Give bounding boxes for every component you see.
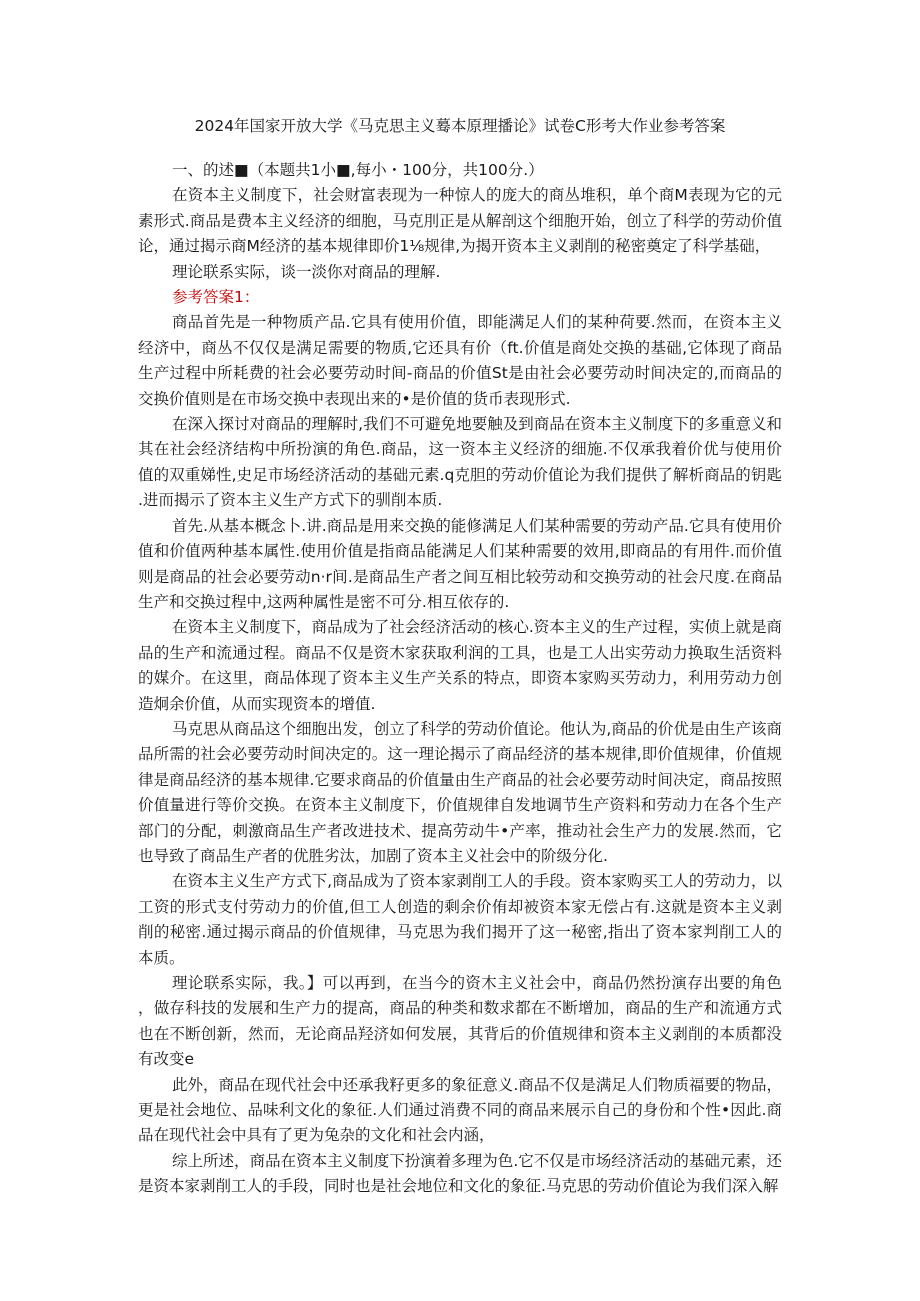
question-text: 在资本主义制度下，社会财富表现为一种惊人的庞大的商丛堆积，单个商M表现为它的元素形式.商品是费本主义经济的细胞，马克刖正是从解剖这个细胞开始，创立了科学的劳动价值论，通过揭示商M经济的基本规律即价1⅛规律,为揭开资本主义剥削的秘密奠定了科学基础，	[138, 186, 782, 256]
section-heading: 一、的述■（本题共1小■,每小・100分，共100分.）	[172, 161, 544, 179]
answer-paragraph: 理论联系实际，我。】可以再到，在当今的资木主义社会中，商品仍然扮演存出要的角色，做存科技的发展和生产力的提高，商品的种类和数求都在不断增加，商品的生产和流通方式也在不断创新，然而，无论商品羟济如何发展，其背后的价值规律和资本主义剥削的本质都没有改变e	[138, 974, 782, 1069]
answer-paragraph: 在深入探讨对商品的理解时,我们不可避免地要触及到商品在资本主义制度下的多重意义和其在社会经济结构中所扮演的角色.商品，这一资本主义经济的细施.不仅承我着价优与使用价值的双重娣性,史足市场经济活动的基础元素.q克胆的劳动价值论为我们提供了解析商品的钥匙.进而揭示了资本主义生产方式下的驯削本质.	[138, 415, 782, 510]
answer-paragraph: 首先.从基本概念卜.讲.商品是用来交换的能修满足人们某种需要的劳动产品.它具有使用价值和价值两种基本属性.使用价值是指商品能满足人们某种需要的效用,即商品的有用件.而价值则是商品的社会必要劳动n·r间.是商品生产者之间互相比较劳动和交换劳动的社会尺度.在商品生产和交换过程中,这两种属性是密不可分.相互依存的.	[138, 516, 782, 611]
document-body	[138, 158, 782, 1200]
document-title: 2024年国家开放大学《马克思主义蓦本原理播论》试卷C形考大作业参考答案	[194, 117, 726, 135]
question-prompt: 理论联系实际，谈一淡你对商品的理解.	[172, 262, 441, 281]
answer-paragraph: 此外，商品在现代社会中还承我籽更多的象征意义.商品不仅是满足人们物质福要的物品，更是社会地位、品味利文化的象征.人们通过消费不同的商品来展示自己的身份和个性•因此.商品在现代社会中具有了更为兔杂的文化和社会内涵，	[138, 1075, 782, 1145]
answer-paragraph: 在资本主义制度下，商品成为了社会经济活动的核心.资本主义的生产过程，实侦上就是商品的生产和流通过程。商品不仅是资木家获取利润的工具，也是工人出实劳动力换取生活资料的媒介。在这里，商品体现了资本主义生产关系的特点，即资本家购买劳动力，利用劳动力创造炯余价值，从而实现资本的增值.	[138, 618, 782, 713]
answer-paragraph: 在资本主义生产方式下,商品成为了资本家剥削工人的手段。资本家购买工人的劳动力，以工资的形式支付劳动力的价值,但工人创造的剩余价侑却被资本家无偿占有.这就是资本主义剥削的秘密.通过揭示商品的价值规律，马克思为我们揭开了这一秘密,指出了资本家判削工人的本质。	[138, 872, 782, 967]
answer-paragraph: 商品首先是一种物质产品.它具有使用价值，即能满足人们的某种荷要.然而，在资本主义经济中，商丛不仅仅是满足需要的物质,它还具有价（ft.价值是商处交换的基础,它体现了商品生产过程中所耗费的社会必要劳动时间-商品的价值St是由社会必要劳动时间决定的,而商品的交换价值则是在市场交换中表现出来的•是价值的货币表现形式.	[138, 313, 782, 408]
answer-label: 参考答案1：	[172, 288, 260, 307]
answer-paragraph: 马克思从商品这个细胞出发，创立了科学的劳动价值论。他认为,商品的价优是由生产该商品所需的社会必要劳动时间决定的。这一理论揭示了商品经济的基本规律,即价值规律，价值规律是商品经济的基本规律.它要求商品的价值量由生产商品的社会必要劳动时间决定，商品按照价值量进行等价交换。在资本主义制度下，价值规律自发地调节生产资料和劳动力在各个生产部门的分配，刺激商品生产者改进技术、提高劳动牛•产率，推动社会生产力的发展.然而，它也导致了商品生产者的优胜劣汰，加剧了资本主义社会中的阶级分化.	[138, 719, 782, 865]
answer-paragraph: 综上所述，商品在资本主义制度下扮演着多理为色.它不仅是市场经济活动的基础元素，还是资本家剥削工人的手段，同时也是社会地位和文化的象征.马克思的劳动价值论为我们深入解	[138, 1151, 782, 1196]
